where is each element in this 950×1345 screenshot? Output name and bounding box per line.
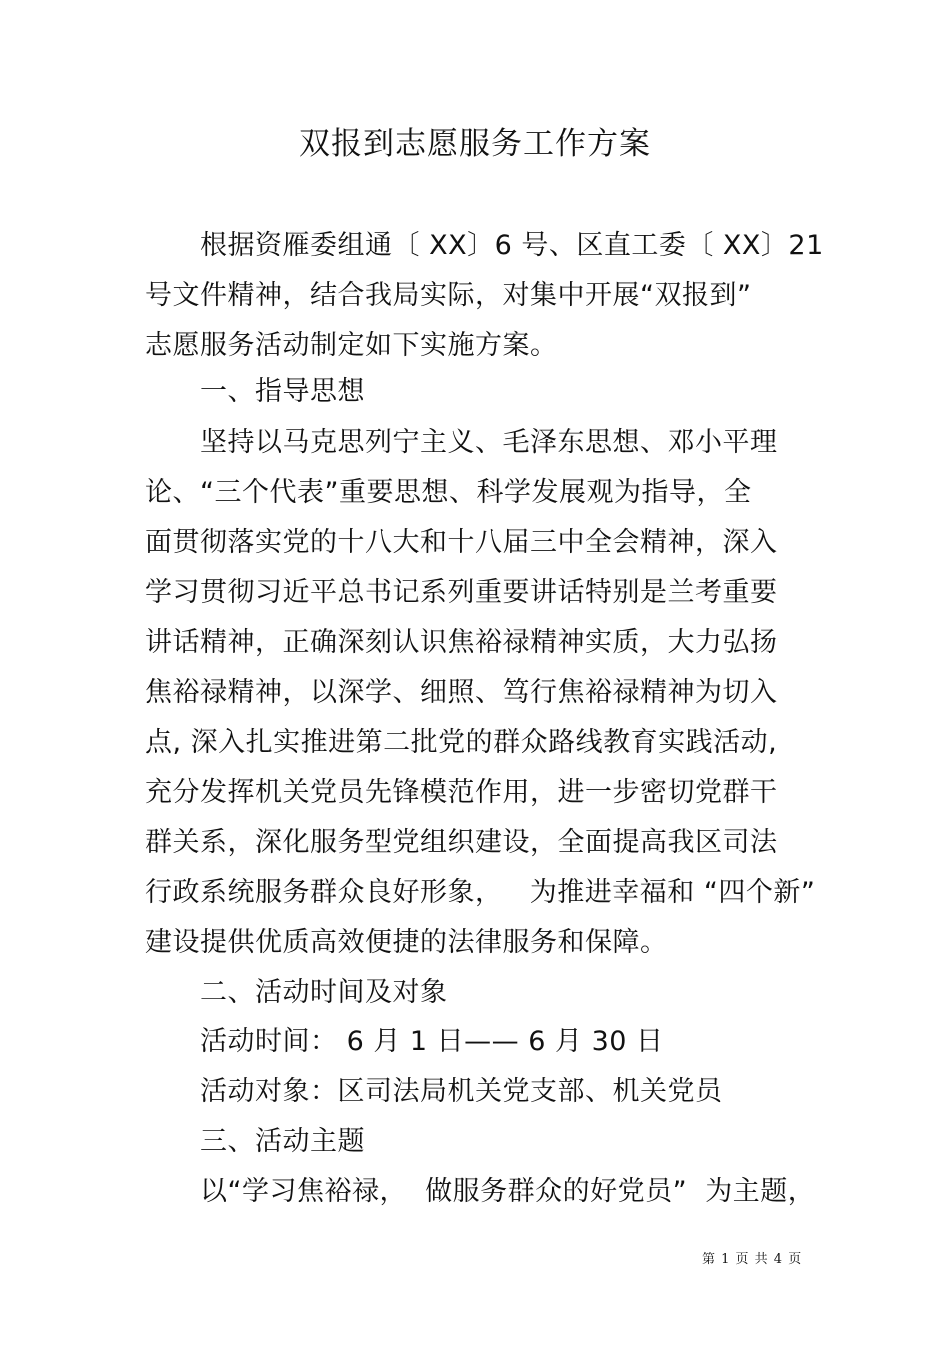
paragraph-line: 根据资雁委组通〔 XX〕6 号、区直工委〔 XX〕21 [200, 230, 824, 261]
paragraph-line: 志愿服务活动制定如下实施方案。 [145, 330, 558, 361]
paragraph-line: 号文件精神，结合我局实际，对集中开展“双报到” [145, 280, 752, 311]
document-title: 双报到志愿服务工作方案 [299, 126, 651, 162]
paragraph-line: 点, 深入扎实推进第二批党的群众路线教育实践活动, [145, 727, 778, 758]
paragraph-line: 讲话精神，正确深刻认识焦裕禄精神实质，大力弘扬 [145, 627, 778, 658]
paragraph-line: 学习贯彻习近平总书记系列重要讲话特别是兰考重要 [145, 577, 778, 608]
paragraph-line: 以“学习焦裕禄， 做服务群众的好党员” 为主题， [200, 1176, 816, 1207]
section-heading: 三、活动主题 [200, 1126, 365, 1157]
section-heading: 二、活动时间及对象 [200, 977, 448, 1008]
paragraph-line: 坚持以马克思列宁主义、毛泽东思想、邓小平理 [200, 427, 778, 458]
paragraph-line: 建设提供优质高效便捷的法律服务和保障。 [145, 927, 668, 958]
paragraph-line: 活动对象：区司法局机关党支部、机关党员 [200, 1076, 723, 1107]
page-number-footer: 第 1 页 共 4 页 [702, 1252, 803, 1267]
paragraph-line: 充分发挥机关党员先锋模范作用，进一步密切党群干 [145, 777, 778, 808]
paragraph-line: 行政系统服务群众良好形象， 为推进幸福和 “四个新” [145, 877, 816, 908]
paragraph-line: 活动时间： 6 月 1 日—— 6 月 30 日 [200, 1026, 664, 1057]
paragraph-line: 面贯彻落实党的十八大和十八届三中全会精神，深入 [145, 527, 778, 558]
paragraph-line: 论、“三个代表”重要思想、科学发展观为指导，全 [145, 477, 752, 508]
section-heading: 一、指导思想 [200, 376, 365, 407]
paragraph-line: 群关系，深化服务型党组织建设，全面提高我区司法 [145, 827, 778, 858]
paragraph-line: 焦裕禄精神，以深学、细照、笃行焦裕禄精神为切入 [145, 677, 778, 708]
